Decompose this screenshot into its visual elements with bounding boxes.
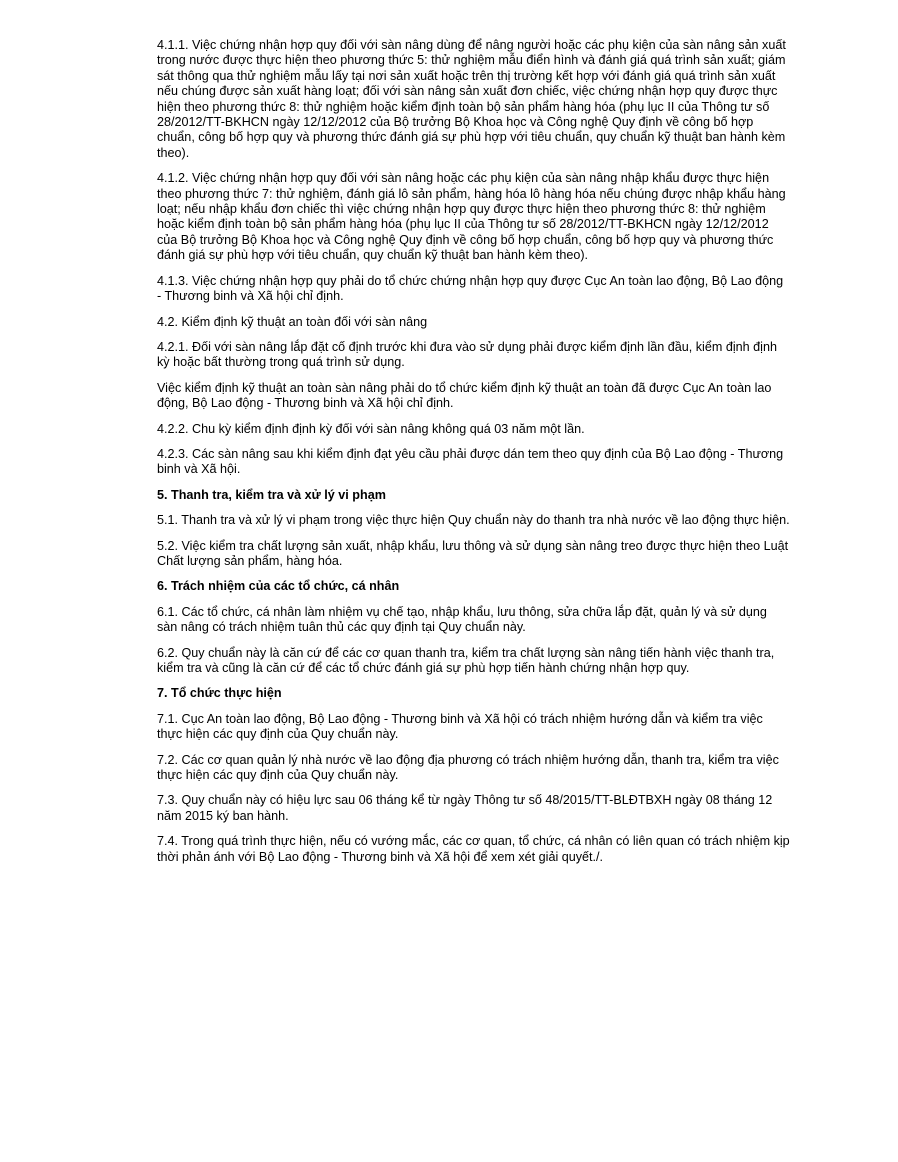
para-6-1: 6.1. Các tổ chức, cá nhân làm nhiệm vụ chế tạo, nhập khẩu, lưu thông, sửa chữa lắp đặt, quản lý và sử dụng sàn nâng có trách nhiệm tuân thủ các quy định tại Quy chuẩn này.: [157, 604, 767, 635]
para-7-1: 7.1. Cục An toàn lao động, Bộ Lao động - Thương binh và Xã hội có trách nhiệm hướng dẫn và kiểm tra việc thực hiện các quy định của Quy chuẩn này.: [157, 711, 763, 742]
para-4-1-3: 4.1.3. Việc chứng nhận hợp quy phải do tổ chức chứng nhận hợp quy được Cục An toàn lao động, Bộ Lao động - Thương binh và Xã hội chỉ định.: [157, 273, 784, 304]
heading-6: 6. Trách nhiệm của các tổ chức, cá nhân: [157, 579, 400, 594]
para-5-2: 5.2. Việc kiểm tra chất lượng sản xuất, nhập khẩu, lưu thông và sử dụng sàn nâng treo được thực hiện theo Luật Chất lượng sản phẩm, hàng hóa.: [157, 538, 789, 568]
para-4-1-2: 4.1.2. Việc chứng nhận hợp quy đối với sàn nâng hoặc các phụ kiện của sàn nâng nhập khẩu được thực hiện theo phương thức 7: thử nghiệm, đánh giá lô sản phẩm, hàng hóa lô hàng hóa nếu chúng được nhập khẩu hàng loạt; nếu nhập khẩu đơn chiếc thì việc chứng nhận hợp quy được thực hiện theo phương thức 8: thử nghiệm hoặc kiểm định toàn bộ sản phẩm hàng hóa (phụ lục II của Thông tư số 28/2012/TT-BKHCN ngày 12/12/2012 của Bộ trưởng Bộ Khoa học và Công nghệ Quy định về công bố hợp chuẩn, công bố hợp quy và phương thức đánh giá sự phù hợp với tiêu chuẩn, quy chuẩn kỹ thuật ban hành kèm theo).: [157, 171, 786, 263]
para-5-1: 5.1. Thanh tra và xử lý vi phạm trong việc thực hiện Quy chuẩn này do thanh tra nhà nước về lao động thực hiện.: [157, 513, 790, 528]
heading-7: 7. Tổ chức thực hiện: [157, 686, 282, 701]
para-7-2: 7.2. Các cơ quan quản lý nhà nước về lao động địa phương có trách nhiệm hướng dẫn, thanh tra, kiểm tra việc thực hiện các quy định của Quy chuẩn này.: [157, 752, 779, 783]
para-4-2: 4.2. Kiểm định kỹ thuật an toàn đối với sàn nâng: [157, 314, 428, 329]
para-7-3: 7.3. Quy chuẩn này có hiệu lực sau 06 tháng kể từ ngày Thông tư số 48/2015/TT-BLĐTBXH ngày 08 tháng 12 năm 2015 ký ban hành.: [157, 793, 773, 823]
para-4-2-1: 4.2.1. Đối với sàn nâng lắp đặt cố định trước khi đưa vào sử dụng phải được kiểm định lần đầu, kiểm định định kỳ hoặc bất thường trong quá trình sử dụng.: [157, 339, 777, 370]
para-4-2-1-b: Việc kiểm định kỹ thuật an toàn sàn nâng phải do tổ chức kiểm định kỹ thuật an toàn đã được Cục An toàn lao động, Bộ Lao động - Thương binh và Xã hội chỉ định.: [157, 380, 772, 411]
heading-5: 5. Thanh tra, kiểm tra và xử lý vi phạm: [157, 487, 386, 502]
para-6-2: 6.2. Quy chuẩn này là căn cứ để các cơ quan thanh tra, kiểm tra chất lượng sàn nâng tiến hành việc thanh tra, kiểm tra và cũng là căn cứ để các tổ chức đánh giá sự phù hợp tiến hành chứng nhận hợp quy.: [157, 645, 775, 675]
para-4-1-1: 4.1.1. Việc chứng nhận hợp quy đối với sàn nâng dùng để nâng người hoặc các phụ kiện của sàn nâng sản xuất trong nước được thực hiện theo phương thức 5: thử nghiệm mẫu điển hình và đánh giá quá trình sản xuất; giám sát thông qua thử nghiệm mẫu lấy tại nơi sản xuất hoặc trên thị trường kết hợp với đánh giá quá trình sản xuất nếu chúng được sản xuất hàng loạt; đối với sàn nâng sản xuất đơn chiếc, việc chứng nhận hợp quy được thực hiện theo phương thức 8: thử nghiệm hoặc kiểm định toàn bộ sản phẩm hàng hóa (phụ lục II của Thông tư số 28/2012/TT-BKHCN ngày 12/12/2012 của Bộ trưởng Bộ Khoa học và Công nghệ Quy định về công bố hợp chuẩn, công bố hợp quy và phương thức đánh giá sự phù hợp với tiêu chuẩn, quy chuẩn kỹ thuật ban hành kèm theo).: [157, 38, 786, 160]
para-4-2-2: 4.2.2. Chu kỳ kiểm định định kỳ đối với sàn nâng không quá 03 năm một lần.: [157, 421, 585, 436]
para-4-2-3: 4.2.3. Các sàn nâng sau khi kiểm định đạt yêu cầu phải được dán tem theo quy định của Bộ Lao động - Thương binh và Xã hội.: [157, 446, 784, 477]
para-7-4: 7.4. Trong quá trình thực hiện, nếu có vướng mắc, các cơ quan, tổ chức, cá nhân có liên quan có trách nhiệm kịp thời phản ánh với Bộ Lao động - Thương binh và Xã hội để xem xét giải quyết./.: [157, 834, 790, 864]
document-body: [157, 38, 790, 865]
